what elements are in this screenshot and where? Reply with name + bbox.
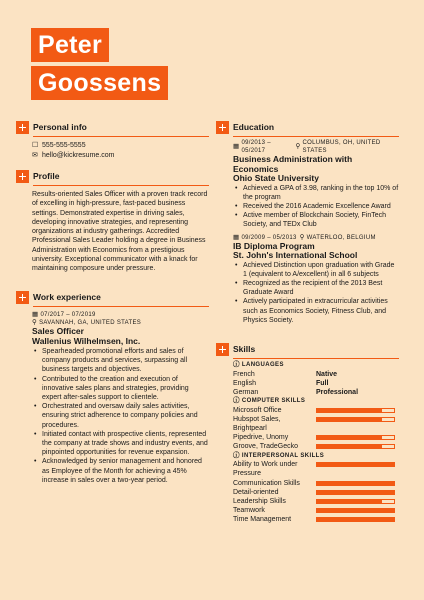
edu-bullet: • Recognized as the recipient of the 2013 Best Graduate Award — [233, 279, 399, 297]
skill-level-fill — [317, 436, 382, 439]
name-first: Peter — [31, 28, 109, 62]
skill-category: COMPUTER SKILLS — [241, 398, 306, 405]
edu-bullet: • Actively participated in extracurricular activities such as Economics Society, Fitness Club, and Physics Society. — [233, 297, 399, 325]
skill-name: Pipedrive, Unomy — [233, 434, 289, 442]
plus-icon — [216, 343, 229, 356]
job-bullet: • Spearheaded promotional efforts and sales of company products and services, surpassing all business targets and objectives. — [32, 347, 209, 375]
skill-name: Groove, TradeGecko — [233, 443, 298, 451]
skill-level-bar — [316, 444, 395, 449]
mail-icon: ✉ — [32, 152, 38, 159]
section-title: Education — [233, 122, 275, 132]
skill-level-bar — [316, 462, 395, 467]
edu-dates: 09/2013 – 05/2017 — [241, 140, 271, 154]
language-level: Native — [316, 370, 338, 378]
edu-degree: Business Administration with Economics — [233, 154, 353, 174]
skill-level-fill — [317, 491, 394, 494]
calendar-icon: ▦ — [233, 233, 240, 241]
skill-category: INTERPERSONAL SKILLS — [241, 452, 325, 459]
skill-level-fill — [317, 418, 382, 421]
calendar-icon: ▦ — [32, 311, 39, 318]
info-icon: ⓘ — [233, 397, 240, 405]
skill-name: Microsoft Office — [233, 406, 282, 414]
edu-bullet: • Achieved Distinction upon graduation with Grade 1 (equivalent to A/excellent) in all 6 subjects — [233, 261, 399, 279]
phone-icon: ☐ — [32, 142, 39, 149]
skill-name: Communication Skills — [233, 479, 300, 487]
skill-level-bar — [316, 408, 395, 413]
email-text: hello@kickresume.com — [42, 152, 115, 159]
edu-location: WATERLOO, BELGIUM — [306, 234, 376, 241]
skill-row — [233, 479, 399, 488]
job-bullet: • Initiated contact with prospective clients, represented the company at trade shows and industry events, and pinpointed opportunities for revenue expansion. — [32, 430, 209, 458]
skill-level-fill — [317, 518, 394, 521]
section-title: Work experience — [33, 292, 101, 302]
skill-level-fill — [317, 463, 394, 466]
skill-row — [233, 406, 399, 415]
plus-icon — [16, 170, 29, 183]
job-location: SAVANNAH, GA, UNITED STATES — [39, 320, 142, 326]
name-last: Goossens — [31, 66, 168, 100]
job-position: Sales Officer — [32, 326, 84, 336]
section-education — [216, 121, 399, 325]
plus-icon — [16, 121, 29, 134]
education-entry — [216, 234, 399, 325]
plus-icon — [16, 291, 29, 304]
skill-level-fill — [317, 509, 394, 512]
section-work-experience — [16, 291, 209, 485]
job-bullet: • Acknowledged by senior management and honored as Employee of the Month for achieving a 45% increase in sales over a two-year period. — [32, 457, 209, 485]
location-pin-icon: ⚲ — [299, 233, 305, 241]
skill-row — [233, 506, 399, 515]
skill-name: Ability to Work under Pressure — [233, 461, 298, 478]
location-pin-icon: ⚲ — [295, 143, 301, 150]
skill-row — [233, 415, 399, 433]
edu-school: Ohio State University — [233, 173, 319, 183]
job-entry — [16, 311, 209, 485]
skill-name: Leadership Skills — [233, 497, 286, 505]
skill-level-bar — [316, 417, 395, 422]
edu-bullet: • Active member of Blockchain Society, FinTech Society, and TEDx Club — [233, 211, 399, 229]
skill-row — [233, 433, 399, 442]
skill-row — [233, 442, 399, 451]
job-dates: 07/2017 – 07/2019 — [40, 312, 96, 318]
section-skills — [216, 343, 399, 525]
edu-degree: IB Diploma Program — [233, 240, 315, 251]
skill-name: Teamwork — [233, 507, 265, 515]
section-personal-info — [16, 121, 209, 161]
skill-level-bar — [316, 508, 395, 513]
language-name: French — [233, 370, 255, 378]
skill-name: Detail-oriented — [233, 488, 279, 496]
edu-school: St. John's International School — [233, 250, 358, 261]
language-level: Professional — [316, 388, 359, 396]
skill-level-bar — [316, 490, 395, 495]
skill-row — [233, 488, 399, 497]
plus-icon — [216, 121, 229, 134]
skill-row — [233, 460, 399, 478]
info-icon: ⓘ — [233, 451, 240, 459]
skill-level-bar — [316, 517, 395, 522]
skill-name: Hubspot Sales, Brightpearl — [233, 415, 281, 433]
job-bullet: • Orchestrated and oversaw daily sales activities, ensuring strict adherence to company policies and procedures. — [32, 402, 209, 430]
edu-location: COLUMBUS, OH, UNITED STATES — [302, 140, 381, 154]
skill-level-fill — [317, 445, 382, 448]
job-bullet: • Contributed to the creation and execution of innovative sales plans and strategies, providing expert after-sales support to clientele. — [32, 375, 209, 403]
calendar-icon: ▦ — [233, 143, 240, 150]
edu-bullet: • Achieved a GPA of 3.98, ranking in the top 10% of the program — [233, 184, 399, 202]
section-title: Skills — [233, 344, 256, 354]
skill-level-fill — [317, 482, 394, 485]
language-name: English — [233, 379, 256, 387]
skill-category: LANGUAGES — [241, 362, 284, 368]
profile-text: Results-oriented Sales Officer with a proven track record of excelling in high-pressure, fast-paced business settings. Demonstrated expertise in driving sales, developing innovative strategies, and representing organizations at industry gatherings. Accredited Professional Sales Leader holding a degree in Business Administration with Economics from a prestigious university. Exceptional communicator with a knack for maintaining composure under pressure. — [32, 191, 208, 273]
education-entry — [216, 139, 399, 230]
section-title: Profile — [33, 171, 60, 181]
skill-level-bar — [316, 481, 395, 486]
skill-level-bar — [316, 435, 395, 440]
edu-bullet: • Received the 2016 Academic Excellence Award — [233, 202, 399, 211]
skill-level-fill — [317, 500, 382, 503]
edu-dates: 09/2009 – 05/2013 — [241, 234, 297, 241]
language-name: German — [233, 388, 259, 396]
skill-level-bar — [316, 499, 395, 504]
section-title: Personal info — [33, 122, 87, 132]
section-profile — [16, 170, 209, 274]
phone-text: 555-555-5555 — [42, 142, 86, 149]
info-icon: ⓘ — [233, 361, 240, 368]
skill-name: Time Management — [233, 516, 292, 524]
skill-row — [233, 515, 399, 524]
location-pin-icon: ⚲ — [32, 319, 38, 326]
language-level: Full — [316, 379, 329, 387]
job-company: Wallenius Wilhelmsen, Inc. — [32, 335, 141, 346]
skill-row — [233, 497, 399, 506]
skill-level-fill — [317, 409, 382, 412]
